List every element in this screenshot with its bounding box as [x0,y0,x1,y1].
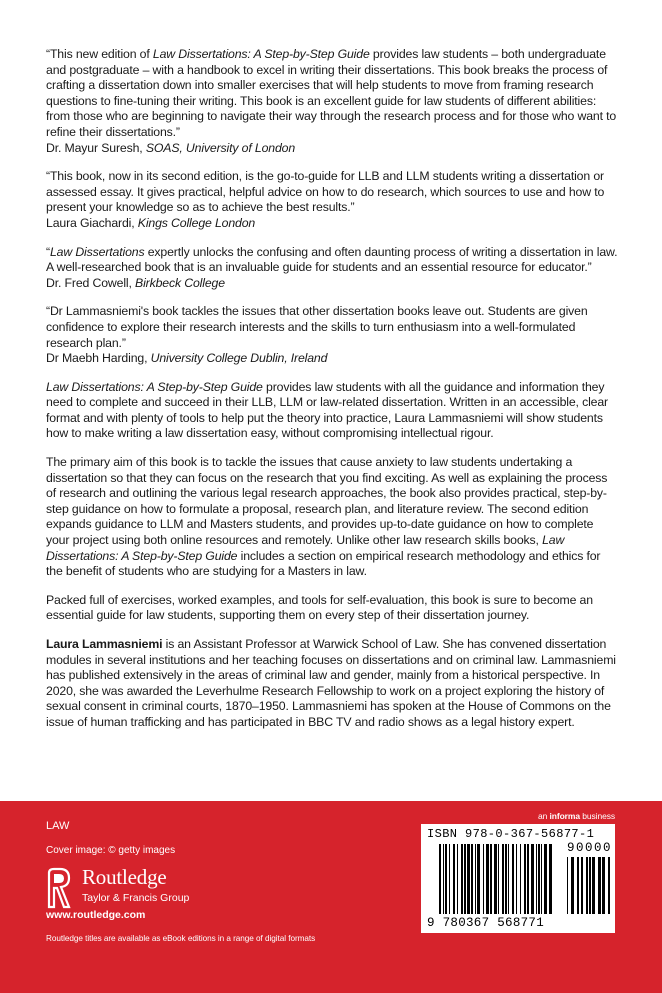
barcode-bar [524,844,526,914]
barcode-bar [445,844,447,914]
barcode-digits: 9 780367 568771 [427,916,545,930]
barcode-bar [531,844,534,914]
barcode-bar [527,844,529,914]
barcode-bar [549,844,552,914]
publisher-name: Routledge [82,865,167,889]
barcode-bar [471,844,473,914]
barcode-bar [457,844,458,914]
publisher-footer [0,801,662,993]
description-text: includes a section on empirical research methodology and ethics for the benefit of students who are studying for a Masters in law. [46,548,601,579]
barcode-bar [449,844,450,914]
endorsement-quote [46,169,618,231]
attribution-institution: SOAS, University of London [145,140,296,155]
quote-book-title: Law Dissertations: A Step-by-Step Guide [152,47,370,61]
barcode-bar [516,844,517,914]
informa-brand: informa [549,811,580,821]
author-bio-text: is an Assistant Professor at Warwick School of Law. She has convened dissertation modules in several institutions and her teaching focuses on dissertations and on criminal law. Lammasniemi has published extensively in the areas of criminal law and gender, mainly from a historical perspective. In 2020, she was awarded the Leverhulme Research Fellowship to work on a project exploring the history of sexual consent in criminal courts, 1870–1950. Lammasniemi has spoken at the House of Commons on the issue of human trafficking and has participated in BBC TV and radio shows as a legal history expert. [46,637,616,729]
attribution-name: Dr Maebh Harding, [46,351,151,366]
attribution-name: Dr. Mayur Suresh, [46,140,146,155]
back-cover-text [46,47,618,731]
description-paragraph [46,455,618,580]
barcode-bar [598,857,601,914]
barcode-bar [544,844,547,914]
quote-text: “This new edition of Law Dissertations: A Step-by-Step Guide provides law students – both undergraduate and postgraduate – with a handbook to excel in writing their dissertations. This book breaks the process of crafting a dissertation down into smaller exercises that will help students to move from framing research questions to fine-tuning their writing. This book is an excellent guide for law students of different abilities: from those who are beginning to navigate their way through the research process and for those who want to refine their dissertations.” [46,47,617,139]
barcode-bar [498,844,499,914]
attribution-institution: University College Dublin, Ireland [150,351,328,366]
publisher-url[interactable]: www.routledge.com [46,909,146,921]
barcode-bar [567,857,568,914]
barcode-bar [505,844,507,914]
quote-open-mark: “ [46,244,50,259]
barcode-bar [453,844,455,914]
attribution-name: Dr. Fred Cowell, [46,275,136,290]
quote-attribution [46,216,618,232]
attribution-institution: Birkbeck College [135,275,225,290]
informa-prefix: an [537,811,550,821]
barcode-bar [571,857,574,914]
barcode-bar [589,857,591,914]
description-paragraph [46,380,618,442]
quote-attribution [46,351,618,367]
barcode-bar [538,844,540,914]
barcode-bar [483,844,484,914]
barcode-bar [508,844,509,914]
barcode-bar [475,844,476,914]
barcode-bar [586,857,588,914]
subject-category: LAW [46,820,70,832]
barcode-bar [541,844,542,914]
barcode-bar [467,844,470,914]
book-title: Law Dissertations: A Step-by-Step Guide [46,379,263,394]
barcode-bar [490,844,492,914]
barcode-bar [536,844,537,914]
informa-suffix: business [579,811,615,821]
description-text: The primary aim of this book is to tackle the issues that cause anxiety to law students undertaking a dissertation so that they can focus on the research that you find exciting. As well as explaining the process of research and outlining the various legal research approaches, the book also provides practical, step-by-step guidance on how to formulate a proposal, research plan, and literature review. The second edition expands guidance to LLM and Masters students, and provides up-to-date guidance on how to complete your project using both online resources and remotely. Unlike other law research skills books, [46,455,608,548]
barcode-bar [581,857,583,914]
barcode-bar [520,844,521,914]
quote-text: “This book, now in its second edition, is the go-to-guide for LLB and LLM students writing a dissertation or assessed essay. It gives practical, helpful advice on how to do research, which sources to use and how to present your knowledge so as to achieve the best results.” [46,169,605,215]
isbn-barcode [421,824,615,933]
quote-attribution [46,141,618,157]
endorsement-quote [46,304,618,366]
author-name: Laura Lammasniemi [46,637,163,651]
barcode-bar [502,844,504,914]
barcode-bar [608,857,610,914]
attribution-name: Laura Giachardi, [46,215,138,230]
attribution-institution: Kings College London [137,215,256,230]
informa-business-tag [538,811,615,821]
endorsement-quote [46,47,618,156]
barcode-addon-number: 90000 [567,841,613,855]
quote-attribution [46,276,618,292]
quote-text [46,245,617,275]
routledge-r-icon [46,867,72,909]
barcode-bar [494,844,497,914]
barcode-bar [592,857,595,914]
quote-book-title: Law Dissertations [49,244,145,259]
endorsement-quote [46,245,618,292]
barcode-bar [577,857,579,914]
quote-body: expertly unlocks the confusing and often daunting process of writing a dissertation in law. A well-researched book that is an invaluable guide for students and an essential resource for educator.” [46,244,618,275]
cover-credit: Cover image: © getty images [46,845,176,856]
ebook-note: Routledge titles are available as eBook editions in a range of digital formats [46,934,316,943]
barcode-bar [461,844,463,914]
book-title: Law Dissertations: A Step-by-Step Guide [46,533,565,563]
barcode-bar [464,844,466,914]
isbn-label: ISBN 978-0-367-56877-1 [427,827,595,841]
barcode-bar [439,844,441,914]
description-text: provides law students with all the guidance and information they need to complete and succeed in their LLB, LLM or law-related dissertation. Written in an accessible, clear format and with plenty of tools to help put the theory into practice, Laura Lammasniemi will show students how to make writing a law dissertation easy, without compromising intellectual rigour. [46,379,608,441]
description-paragraph: Packed full of exercises, worked examples, and tools for self-evaluation, this book is sure to become an essential guide for law students, supporting them on every step of their dissertation journey. [46,592,593,623]
barcode-bar [512,844,514,914]
quote-text: “Dr Lammasniemi's book tackles the issues that other dissertation books leave out. Students are given confidence to explore their research interests and the skills to turn enthusiasm into a well-formulated research plan.” [46,304,588,350]
barcode-bar [477,844,480,914]
barcode-bar [486,844,489,914]
barcode-bar [602,857,605,914]
barcode-bar [443,844,444,914]
author-bio [46,637,618,731]
publisher-group: Taylor & Francis Group [82,892,190,904]
